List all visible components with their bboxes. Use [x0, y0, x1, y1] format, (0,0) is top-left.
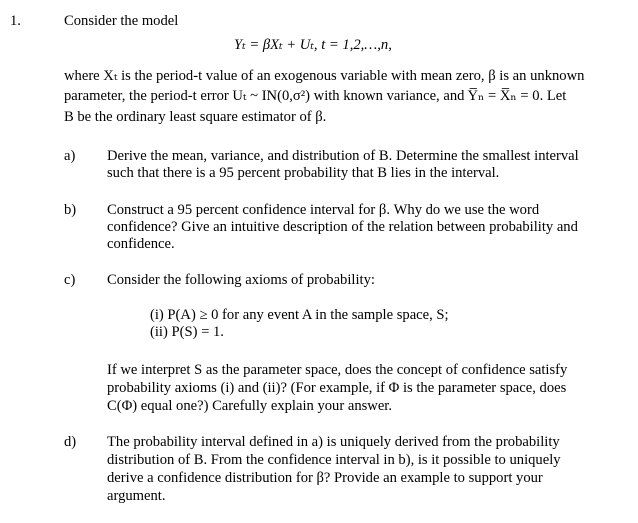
part-a-line-2: such that there is a 95 percent probability that B lies in the interval. — [107, 165, 500, 181]
part-b-label: b) — [64, 202, 77, 218]
part-b-line-3: confidence. — [107, 236, 175, 252]
part-c-line-1: If we interpret S as the parameter space, does the concept of confidence satisfy — [107, 362, 568, 378]
part-a-label: a) — [64, 148, 76, 164]
setup-line-3: B be the ordinary least square estimator of β. — [64, 109, 327, 125]
model-equation: Yₜ = βXₜ + Uₜ, t = 1,2,…,n, — [234, 37, 392, 53]
setup-line-1: where Xₜ is the period-t value of an exogenous variable with mean zero, β is an unknown — [64, 68, 585, 84]
question-intro: Consider the model — [64, 13, 179, 29]
part-b-line-2: confidence? Give an intuitive description of the relation between probability and — [107, 219, 578, 235]
part-d-label: d) — [64, 434, 77, 450]
axiom-ii: (ii) P(S) = 1. — [150, 324, 224, 340]
part-d-line-4: argument. — [107, 488, 166, 504]
setup-line-2: parameter, the period-t error Uₜ ~ IN(0,σ²) with known variance, and Y̅ₙ = X̅ₙ = 0. Let — [64, 88, 567, 104]
axiom-i: (i) P(A) ≥ 0 for any event A in the sample space, S; — [150, 307, 449, 323]
part-b-line-1: Construct a 95 percent confidence interval for β. Why do we use the word — [107, 202, 540, 218]
question-number: 1. — [10, 13, 21, 29]
part-d-line-2: distribution of B. From the confidence interval in b), is it possible to uniquely — [107, 452, 561, 468]
part-c-line-3: C(Φ) equal one?) Carefully explain your answer. — [107, 398, 393, 414]
part-c-label: c) — [64, 272, 76, 288]
part-c-line-2: probability axioms (i) and (ii)? (For example, if Φ is the parameter space, does — [107, 380, 567, 396]
part-c-intro: Consider the following axioms of probability: — [107, 272, 375, 288]
part-d-line-3: derive a confidence distribution for β? Provide an example to support your — [107, 470, 543, 486]
part-a-line-1: Derive the mean, variance, and distribution of B. Determine the smallest interval — [107, 148, 579, 164]
part-d-line-1: The probability interval defined in a) is uniquely derived from the probability — [107, 434, 560, 450]
